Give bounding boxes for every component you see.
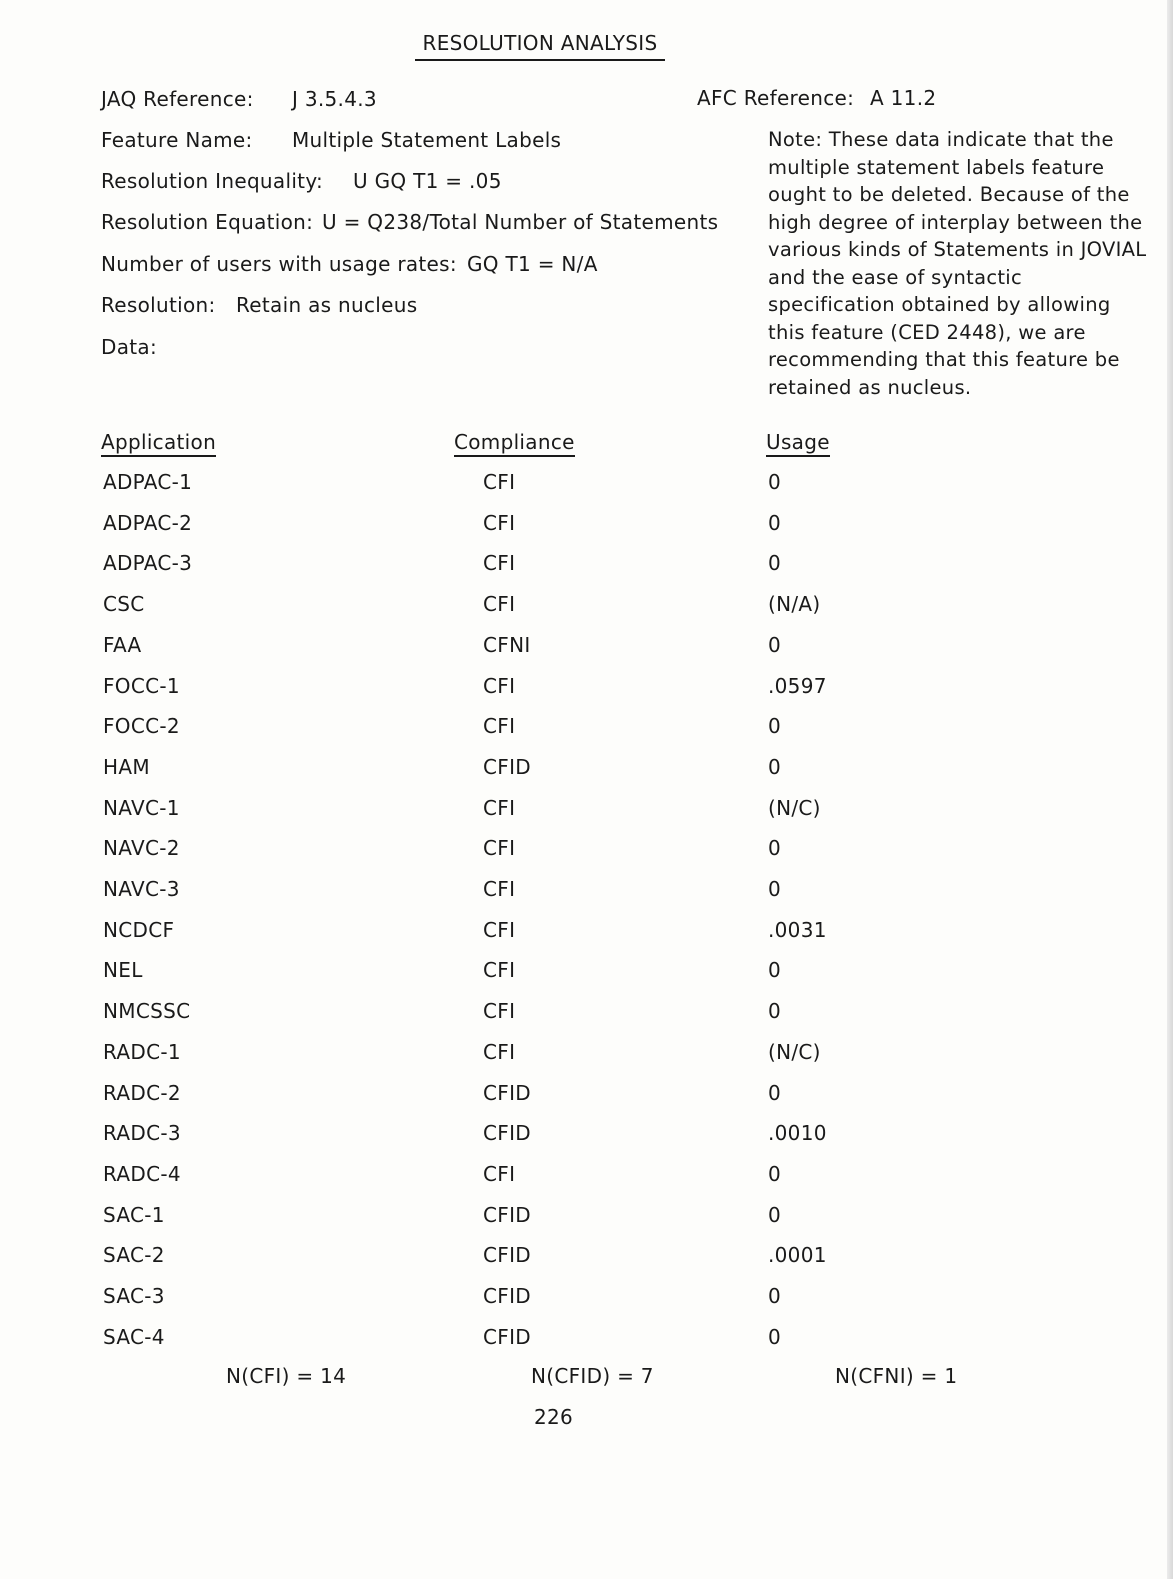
usage-cell: .0597 [768, 673, 827, 698]
compliance-cell: CFI [483, 877, 516, 901]
usage-cell: (N/C) [768, 1039, 821, 1064]
page-number: 226 [534, 1405, 574, 1429]
usage-cell: .0001 [768, 1243, 827, 1268]
table-row [0, 795, 1173, 828]
table-row [0, 632, 1173, 665]
header-application: Application [101, 432, 216, 457]
table-row [0, 1245, 1173, 1275]
table-row [0, 510, 1173, 543]
table-row [0, 1161, 1173, 1194]
page-title: RESOLUTION ANALYSIS [0, 33, 1080, 53]
application-cell: ADPAC-1 [103, 470, 193, 494]
application-cell: FAA [103, 632, 142, 657]
compliance-cell: CFID [483, 754, 531, 779]
table-row [0, 960, 1173, 990]
application-cell: NMCSSC [103, 999, 191, 1024]
compliance-cell: CFI [483, 470, 516, 494]
users-usage-value: GQ T1 = N/A [467, 252, 598, 276]
afc-reference-value: A 11.2 [870, 86, 937, 110]
resolution-value: Retain as nucleus [236, 293, 418, 317]
jaq-reference-value: J 3.5.4.3 [292, 87, 377, 111]
table-header-row [0, 432, 1173, 462]
application-cell: CSC [103, 592, 145, 617]
usage-cell: .0010 [768, 1121, 827, 1146]
table-row [0, 1324, 1173, 1357]
application-cell: SAC-4 [103, 1324, 165, 1349]
compliance-cell: CFNI [483, 632, 531, 657]
compliance-cell: CFI [483, 917, 516, 942]
users-usage-label: Number of users with usage rates: [101, 252, 457, 276]
usage-cell: (N/C) [768, 795, 821, 820]
usage-cell: 0 [768, 877, 782, 901]
usage-cell: .0031 [768, 917, 827, 942]
application-cell: NCDCF [103, 917, 175, 942]
usage-cell: (N/A) [768, 592, 821, 617]
data-label: Data: [101, 335, 157, 359]
application-cell: SAC-1 [103, 1202, 165, 1227]
usage-cell: 0 [768, 1161, 782, 1186]
application-cell: NAVC-1 [103, 795, 180, 820]
resolution-inequality-value: U GQ T1 = .05 [353, 169, 502, 193]
compliance-cell: CFI [483, 795, 516, 820]
application-cell: RADC-3 [103, 1121, 181, 1146]
usage-cell: 0 [768, 714, 782, 739]
table-row [0, 553, 1173, 583]
table-row [0, 754, 1173, 787]
application-cell: RADC-4 [103, 1161, 181, 1186]
feature-name-value: Multiple Statement Labels [292, 128, 562, 152]
application-cell: RADC-1 [103, 1039, 181, 1064]
usage-cell: 0 [768, 632, 782, 657]
total-cfni: N(CFNI) = 1 [835, 1364, 958, 1388]
table-row [0, 1202, 1173, 1235]
application-cell: SAC-3 [103, 1284, 165, 1308]
afc-reference-label: AFC Reference: [697, 86, 855, 110]
application-cell: RADC-2 [103, 1080, 181, 1105]
resolution-inequality-label: Resolution Inequality: [101, 169, 324, 193]
table-row [0, 917, 1173, 950]
note-paragraph: Note: These data indicate that the multiple statement labels feature ought to be deleted. Because of the high degree of interplay between the various kinds of Statements in JOVIAL and the ease of syntactic specification obtained by allowing this feature (CED 2448), we are recommending that this feature be retained as nucleus. [768, 128, 1147, 399]
compliance-cell: CFI [483, 551, 516, 576]
compliance-cell: CFI [483, 714, 516, 739]
table-row [0, 1123, 1173, 1153]
application-cell: NAVC-2 [103, 836, 180, 861]
resolution-label: Resolution: [101, 293, 216, 317]
table-row [0, 1039, 1173, 1072]
usage-cell: 0 [768, 1202, 782, 1227]
compliance-cell: CFI [483, 592, 516, 617]
compliance-cell: CFI [483, 836, 516, 861]
compliance-cell: CFID [483, 1080, 531, 1105]
application-cell: NAVC-3 [103, 877, 180, 901]
usage-cell: 0 [768, 470, 782, 494]
compliance-cell: CFI [483, 673, 516, 698]
usage-cell: 0 [768, 551, 782, 576]
compliance-cell: CFID [483, 1324, 531, 1349]
application-cell: FOCC-2 [103, 714, 180, 739]
header-usage: Usage [766, 432, 830, 457]
compliance-cell: CFID [483, 1121, 531, 1146]
application-cell: FOCC-1 [103, 673, 180, 698]
resolution-equation-label: Resolution Equation: [101, 210, 314, 234]
application-cell: HAM [103, 754, 150, 779]
compliance-cell: CFI [483, 958, 516, 983]
usage-cell: 0 [768, 958, 782, 983]
table-row [0, 594, 1173, 624]
table-row [0, 1286, 1173, 1316]
header-compliance: Compliance [454, 432, 575, 457]
usage-cell: 0 [768, 1284, 782, 1308]
resolution-equation-value: U = Q238/Total Number of Statements [322, 210, 719, 234]
application-cell: NEL [103, 958, 143, 983]
compliance-cell: CFI [483, 1039, 516, 1064]
table-row [0, 879, 1173, 909]
usage-cell: 0 [768, 754, 782, 779]
table-row [0, 673, 1173, 706]
compliance-cell: CFID [483, 1202, 531, 1227]
table-row [0, 716, 1173, 746]
compliance-cell: CFID [483, 1243, 531, 1268]
usage-cell: 0 [768, 1324, 782, 1349]
application-cell: SAC-2 [103, 1243, 165, 1268]
application-cell: ADPAC-2 [103, 510, 193, 535]
usage-cell: 0 [768, 1080, 782, 1105]
application-cell: ADPAC-3 [103, 551, 193, 576]
usage-cell: 0 [768, 836, 782, 861]
jaq-reference-label: JAQ Reference: [101, 87, 254, 111]
compliance-cell: CFI [483, 510, 516, 535]
table-row [0, 472, 1173, 502]
table-row [0, 1001, 1173, 1031]
feature-name-label: Feature Name: [101, 128, 253, 152]
compliance-cell: CFI [483, 1161, 516, 1186]
total-cfi: N(CFI) = 14 [226, 1364, 347, 1388]
usage-cell: 0 [768, 510, 782, 535]
page-edge-shadow [1167, 0, 1173, 1579]
compliance-cell: CFI [483, 999, 516, 1024]
table-row [0, 838, 1173, 868]
total-cfid: N(CFID) = 7 [531, 1364, 654, 1388]
table-row [0, 1080, 1173, 1113]
compliance-cell: CFID [483, 1284, 531, 1308]
usage-cell: 0 [768, 999, 782, 1024]
